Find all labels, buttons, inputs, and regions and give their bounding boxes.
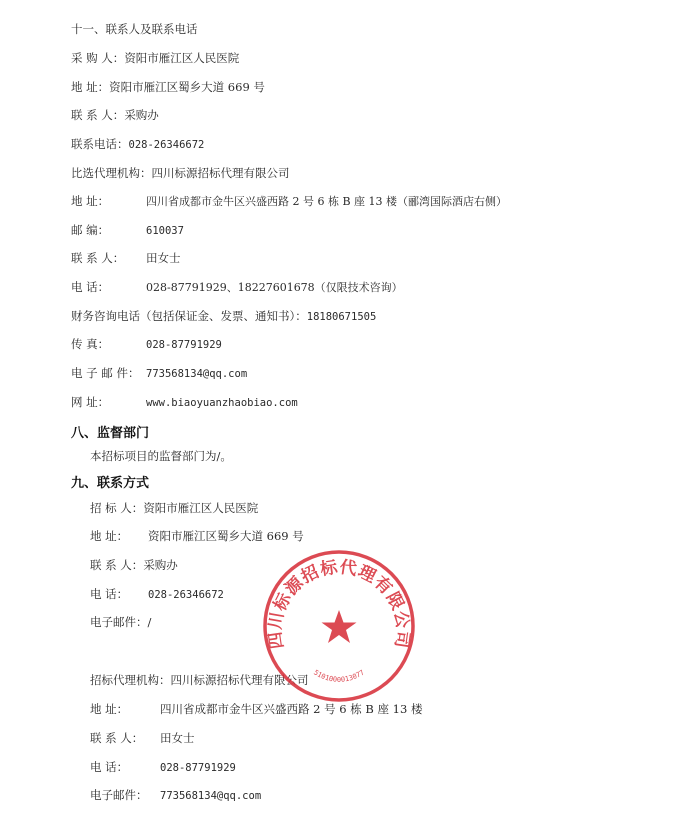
tender-agency-value: 四川标源招标代理有限公司 [170, 673, 309, 687]
tender-agency-label: 招标代理机构： [90, 673, 171, 687]
tender-agency-address-label: 地 址： [90, 702, 129, 716]
finance-phone-label: 财务咨询电话（包括保证金、发票、通知书）： [71, 309, 307, 323]
fax-row [71, 336, 222, 353]
purchaser-contact-label: 联 系 人： [71, 108, 125, 122]
tenderer-address-value: 资阳市雁江区蜀乡大道 669 号 [148, 529, 304, 543]
fax-value: 028-87791929 [146, 339, 222, 351]
purchaser-row [71, 50, 239, 66]
tender-agency-email-value: 773568134@qq.com [160, 790, 262, 802]
agency-value: 四川标源招标代理有限公司 [151, 166, 290, 180]
tenderer-contact-value: 采购办 [143, 558, 178, 572]
purchaser-address-label: 地 址： [71, 80, 110, 94]
purchaser-phone-row [71, 136, 204, 153]
agency-label: 比选代理机构： [71, 166, 152, 180]
agency-phone-row [71, 279, 403, 296]
tenderer-address-label: 地 址： [90, 529, 129, 543]
section-11-title [71, 21, 198, 37]
section-11-title-text: 十一、联系人及联系电话 [71, 22, 198, 36]
tender-agency-email-label: 电子邮件： [90, 788, 148, 802]
agency-contact-label: 联 系 人： [71, 251, 125, 265]
agency-phone-value: 028-87791929、18227601678（仅限技术咨询） [146, 281, 403, 294]
agency-row [71, 165, 290, 181]
tender-agency-phone-value: 028-87791929 [160, 762, 236, 774]
purchaser-contact-row [71, 107, 159, 123]
tender-agency-contact-label: 联 系 人： [90, 731, 144, 745]
section-9-title: 九、联系方式 [71, 476, 150, 491]
tender-agency-address-value: 四川省成都市金牛区兴盛西路 2 号 6 栋 B 座 13 楼 [160, 702, 423, 716]
agency-contact-value: 田女士 [146, 251, 181, 265]
agency-address-label: 地 址： [71, 194, 110, 208]
email-row [71, 365, 247, 382]
section-8-body: 本招标项目的监督部门为/。 [90, 449, 232, 463]
tender-agency-email-row [90, 787, 261, 804]
agency-phone-label: 电 话： [71, 280, 110, 294]
postcode-label: 邮 编： [71, 223, 110, 237]
tender-agency-contact-value: 田女士 [160, 731, 195, 745]
website-row [71, 394, 298, 411]
tenderer-phone-row [90, 586, 224, 603]
email-value: 773568134@qq.com [146, 368, 248, 380]
purchaser-phone-label: 联系电话： [71, 137, 129, 151]
finance-phone-row [71, 308, 376, 325]
tenderer-phone-label: 电 话： [90, 587, 129, 601]
purchaser-contact-value: 采购办 [124, 108, 159, 122]
seal-star-icon [322, 610, 357, 643]
seal-number: 5101000013077 [312, 668, 366, 684]
website-value: www.biaoyuanzhaobiao.com [146, 397, 298, 409]
postcode-row [71, 222, 184, 239]
email-label: 电 子 邮 件： [71, 366, 140, 380]
agency-contact-row [71, 250, 181, 266]
tenderer-email-label: 电子邮件： [90, 615, 148, 629]
tenderer-label: 招 标 人： [90, 501, 144, 515]
tenderer-contact-row [90, 557, 178, 573]
seal-text: 四川标源招标代理有限公司 [265, 557, 413, 651]
tenderer-email-row [90, 614, 151, 630]
tender-agency-contact-row [90, 730, 195, 746]
postcode-value: 610037 [146, 225, 184, 237]
agency-address-row [71, 193, 507, 210]
tenderer-phone-value: 028-26346672 [148, 589, 224, 601]
fax-label: 传 真： [71, 337, 110, 351]
purchaser-phone-value: 028-26346672 [128, 139, 205, 151]
tenderer-address-row [90, 528, 304, 544]
website-label: 网 址： [71, 395, 110, 409]
purchaser-address-row [71, 79, 265, 95]
tenderer-row [90, 500, 258, 516]
finance-phone-value: 18180671505 [306, 311, 377, 323]
tender-agency-phone-row [90, 759, 236, 776]
purchaser-value: 资阳市雁江区人民医院 [124, 51, 240, 65]
tenderer-email-value: / [147, 615, 152, 629]
tenderer-value: 资阳市雁江区人民医院 [143, 501, 259, 515]
tender-agency-phone-label: 电 话： [90, 760, 129, 774]
purchaser-address-value: 资阳市雁江区蜀乡大道 669 号 [109, 80, 265, 94]
purchaser-label: 采 购 人： [71, 51, 125, 65]
agency-address-value: 四川省成都市金牛区兴盛西路 2 号 6 栋 B 座 13 楼（郦湾国际酒店右侧） [146, 195, 508, 208]
section-8-title: 八、监督部门 [71, 426, 150, 441]
official-seal [261, 548, 417, 704]
tenderer-contact-label: 联 系 人： [90, 558, 144, 572]
